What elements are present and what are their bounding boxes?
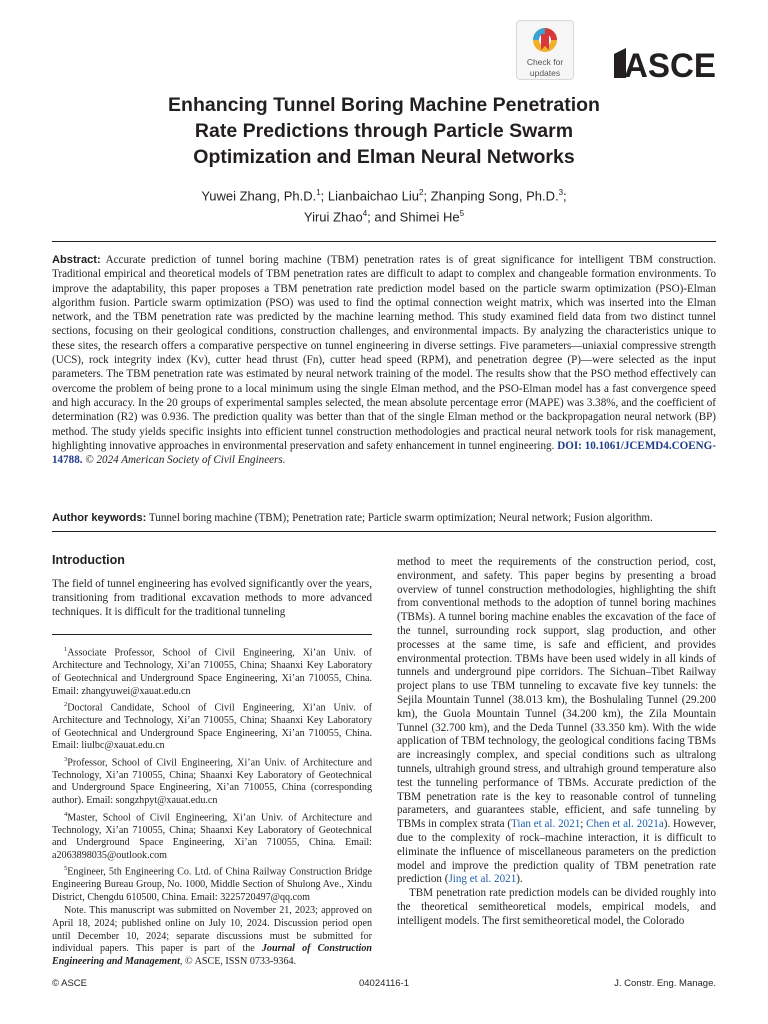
abstract-label: Abstract: <box>52 254 101 266</box>
footer-journal: J. Constr. Eng. Manage. <box>614 978 716 989</box>
section-heading-introduction: Introduction <box>52 553 125 567</box>
footnote-1-marker: 1 <box>64 646 68 654</box>
author-sep: ; <box>423 188 431 204</box>
footnote-3-marker: 3 <box>64 755 68 763</box>
article-title <box>40 92 728 170</box>
author-2: Lianbaichao Liu <box>327 188 419 204</box>
author-4: Yirui Zhao <box>303 209 363 225</box>
doi-label: DOI: <box>557 439 582 452</box>
footnote-4-text: Master, School of Civil Engineering, Xi’an Univ. of Architecture and Technology, Xi’an 710055, China; Shaanxi Key Laboratory of Geotechnical and Underground Space Engineering, Xi’an 710055, China. Email: a2063898035@outlook.com <box>52 811 372 861</box>
footnote-2 <box>52 699 372 753</box>
submission-note <box>52 905 372 968</box>
title-line-2: Rate Predictions through Particle Swarm <box>194 120 574 142</box>
check-for-updates-badge[interactable] <box>516 20 574 80</box>
footnote-1 <box>52 644 372 698</box>
footnote-3-text: Professor, School of Civil Engineering, Xi’an Univ. of Architecture and Technology, Xi’an 710055, China; Shaanxi Key Laboratory of Geotechnical and Underground Space Engineering, Xi’an 710055, China (corresponding author). Email: songzhpyt@xauat.edu.cn <box>52 757 372 806</box>
page-footer <box>52 978 716 992</box>
author-sep: ; <box>320 188 328 204</box>
asce-logo-text: ASCE <box>624 47 716 80</box>
citation-tian-2021[interactable]: Tian et al. 2021 <box>511 818 581 831</box>
submission-note-text: Note. This manuscript was submitted on November 21, 2023; approved on April 18, 2024; published online on July 10, 2024. Discussion period open until December 10, 2024; separate discussions must be submitted for individual papers. This paper is part of the <box>52 905 372 955</box>
author-4-affiliation: 4 <box>362 209 368 219</box>
journal-name: Journal of Construction Engineering and Management <box>52 943 372 967</box>
abstract-text: Accurate prediction of tunnel boring machine (TBM) penetration rates is of great significance for intelligent TBM construction. Traditional empirical and theoretical models of TBM penetration rates are difficult to adapt to complex and changeable formation environments. To improve the adaptability, this paper proposes a TBM penetration rate prediction model based on the particle swarm optimization (PSO)-Elman algorithm fusion. Particle swarm optimization (PSO) was used to find the optimal connection weight matrix, which was inserted into the Elman network, and the TBM penetration rate was predicted by the machine learning method. This study examined field data from two distinct tunnel sections, focusing on their geological conditions, construction challenges, and environmental impacts. By analyzing the characteristics unique to these sites, the research offers a comparative perspective on tunnel engineering in diverse settings. Five parameters—uniaxial compressive strength (UCS), rock integrity index (Kv), cutter head thrust (Fn), cutter head speed (RPM), and penetration degree (P)—were selected as the input parameters. The TBM penetration rate was estimated by neural network training of the model. The results show that the PSO method effectively can overcome the problem of being prone to a local minimum using the single Elman method, and the PSO-Elman model has a fast convergence speed and high accuracy. In the 20 groups of experimental samples selected, the mean absolute percentage error (MAPE) was 3.38%, and the coefficient of determination (R2) was 0.936. The prediction quality was better than that of the single Elman method or the backpropagation neural network (BP) method. The study yields specific insights into efficient tunnel construction methodologies and practical neural network tools for risk management, highlighting innovative approaches in environmental preservation and safety enhancement in tunnel engineering. <box>52 254 716 452</box>
author-3-affiliation: 3 <box>558 188 564 197</box>
right-column <box>397 556 716 929</box>
footer-article-number: 04024116-1 <box>358 978 409 989</box>
paragraph-text: ). However, due to the complexity of rock–machine interaction, it is difficult to eliminate the influence of miscellaneous parameters on the prediction model and improve the prediction quality of TBM penetration rate prediction ( <box>397 818 717 886</box>
footnote-4-marker: 4 <box>64 810 68 818</box>
title-line-3: Optimization and Elman Neural Networks <box>193 146 575 168</box>
issn-text: , © ASCE, ISSN 0733-9364. <box>179 955 297 967</box>
author-2-affiliation: 2 <box>418 188 424 197</box>
asce-logo <box>612 44 718 80</box>
keywords-text: Tunnel boring machine (TBM); Penetration rate; Particle swarm optimization; Neural network; Fusion algorithm. <box>148 512 653 524</box>
abstract-top-rule <box>52 241 716 242</box>
citation-separator: ; <box>580 818 587 831</box>
author-1: Yuwei Zhang, Ph.D. <box>201 188 317 204</box>
footnote-2-marker: 2 <box>64 701 68 709</box>
title-line-1: Enhancing Tunnel Boring Machine Penetration <box>168 94 600 116</box>
paragraph-text: method to meet the requirements of the construction period, cost, environment, and safety. This paper begins by presenting a broad overview of tunnel construction methodologies, highlighting the shift from conventional methods to the adoption of tunnel boring machines (TBMs). A tunnel boring machine enables the excavation of the face of the tunnel, surrounding rock support, slag production, and other processes at the same time, is safe and efficient, and provides environmental protection. TBMs have been used widely in all kinds of tunnels and underground pipe corridors. The Sichuan–Tibet Railway project plans to use TBM tunneling to excavate five key tunnels: the Sejila Mountain Tunnel (38.013 km), the Boshulaling Tunnel (29.200 km), the Guola Mountain Tunnel (34.200 km), the Zila Mountain Tunnel (32.700 km), and the Deda Tunnel (33.350 km). With the wide application of TBM technology, the geological conditions facing TBMs are increasingly complex, and special conditions such as ultralong tunnels, ultrahigh ground stress, and ultrahigh ground temperature also test the tunneling performance of TBMs. Accurate prediction of the TBM penetration rate is the key to reasonable control of tunneling parameters, and guarantees stable, efficient, and safe tunneling by TBMs in complex strata ( <box>397 556 716 831</box>
footnote-rule <box>52 634 372 635</box>
author-5-affiliation: 5 <box>459 209 465 219</box>
footnote-5-text: Engineer, 5th Engineering Co. Ltd. of China Railway Construction Bridge Engineering Bureau Group, No. 1000, Middle Section of Shulong Ave., Xindu District, Chengdu 610500, China. Email: 3225720497@qq.com <box>52 866 372 903</box>
citation-jing-2021[interactable]: Jing et al. 2021 <box>448 873 517 886</box>
crossmark-icon <box>531 26 559 56</box>
citation-chen-2021a[interactable]: Chen et al. 2021a <box>586 818 664 831</box>
intro-paragraph-1-continued <box>397 556 716 887</box>
keywords-bottom-rule <box>52 531 716 532</box>
intro-paragraph-1: The field of tunnel engineering has evolved significantly over the years, transitioning from traditional excavation methods to more advanced techniques. It is difficult for the traditional tunneling <box>52 578 372 618</box>
author-sep: ; <box>563 188 567 204</box>
footnote-3 <box>52 754 372 808</box>
copyright-notice: © 2024 American Society of Civil Engineers. <box>85 454 286 467</box>
doi-link[interactable]: 10.1061/JCEMD4.COENG-14788. <box>52 439 717 467</box>
paragraph-text: ). <box>516 873 523 886</box>
author-keywords <box>52 511 716 525</box>
footnote-4 <box>52 809 372 863</box>
intro-paragraph-2: TBM penetration rate prediction models can be divided roughly into the theoretical semitheoretical models, empirical models, and intelligent models. The first semitheoretical model, the Colorado <box>397 887 716 927</box>
abstract <box>52 253 716 467</box>
left-column <box>52 552 372 969</box>
author-5: Shimei He <box>399 209 460 225</box>
author-sep: ; and <box>367 209 400 225</box>
author-1-affiliation: 1 <box>316 188 321 197</box>
badge-line-2: updates <box>529 68 561 78</box>
author-3: Zhanping Song, Ph.D. <box>430 188 559 204</box>
keywords-label: Author keywords: <box>52 512 147 524</box>
author-list <box>60 184 708 227</box>
footnote-1-text: Associate Professor, School of Civil Engineering, Xi’an Univ. of Architecture and Technology, Xi’an 710055, China; Shaanxi Key Laboratory of Geotechnical and Underground Space Engineering, Xi’an 710055, China. Email: zhangyuwei@xauat.edu.cn <box>52 647 372 697</box>
footnote-5 <box>52 863 372 904</box>
footnote-2-text: Doctoral Candidate, School of Civil Engineering, Xi’an Univ. of Architecture and Technology, Xi’an 710055, China; Shaanxi Key Laboratory of Geotechnical and Underground Space Engineering, Xi’an 710055, China. Email: liulbc@xauat.edu.cn <box>52 702 372 752</box>
footer-copyright: © ASCE <box>52 978 87 989</box>
badge-line-1: Check for <box>526 57 564 67</box>
footnote-5-marker: 5 <box>64 865 68 873</box>
